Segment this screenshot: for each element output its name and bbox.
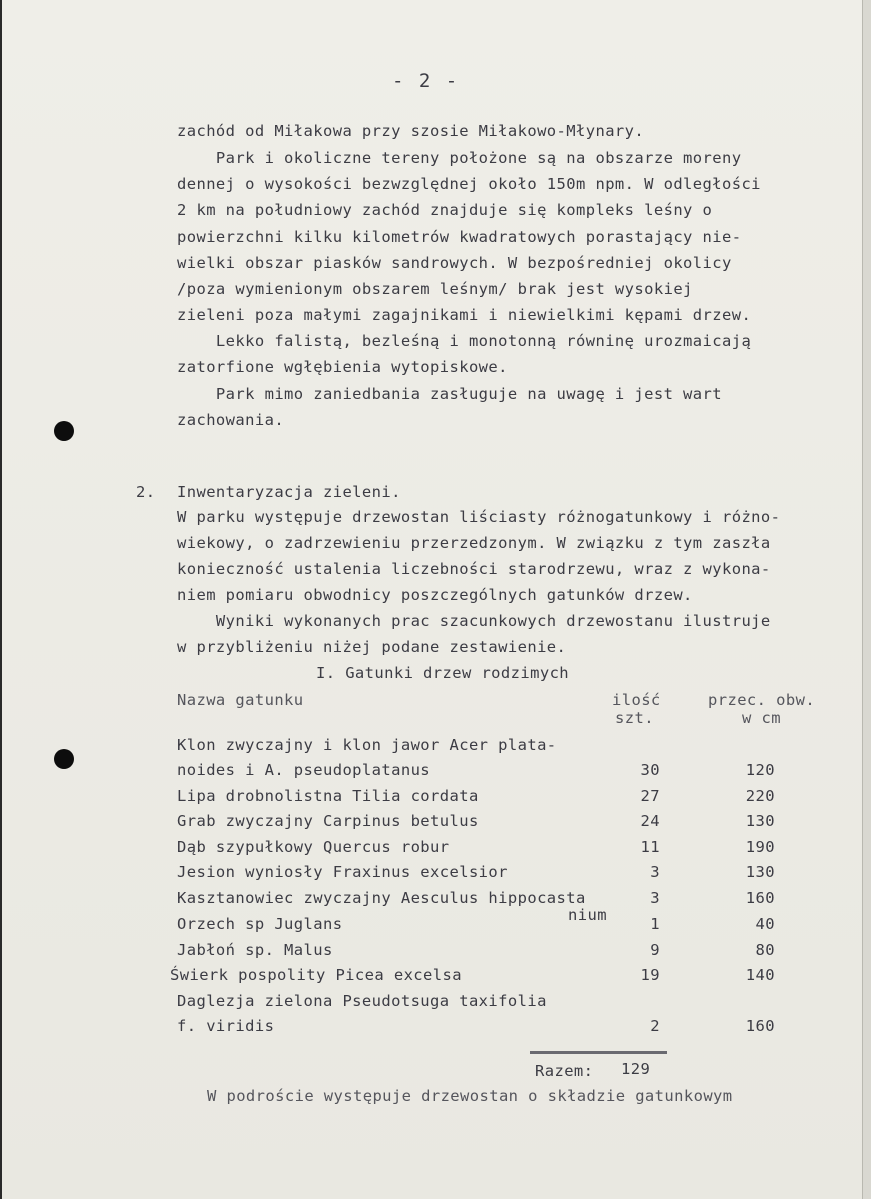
table-cell-girth: 120: [745, 761, 775, 779]
table-cell-girth: 190: [745, 838, 775, 856]
table-cell-girth: 130: [745, 812, 775, 830]
paragraph-line: Park mimo zaniedbania zasługuje na uwagę i jest wart: [177, 385, 722, 403]
total-rule: [530, 1051, 667, 1054]
table-cell-count: 9: [650, 941, 660, 959]
table-cell-count: 2: [650, 1017, 660, 1035]
table-cell-name: Świerk pospolity Picea excelsa: [170, 966, 462, 984]
paragraph-line: wielki obszar piasków sandrowych. W bezpośredniej okolicy: [177, 254, 732, 272]
punch-hole-lower: [54, 749, 74, 769]
table-cell-count: 3: [650, 889, 660, 907]
table-cell-count: 30: [640, 761, 660, 779]
total-label: Razem:: [535, 1062, 594, 1080]
column-header-count-unit: szt.: [615, 709, 654, 727]
scan-edge-left: [0, 0, 2, 1199]
column-header-girth-unit: w cm: [742, 709, 781, 727]
table-cell-name: Klon zwyczajny i klon jawor Acer plata-: [177, 736, 557, 754]
table-cell-count: 24: [640, 812, 660, 830]
paragraph-line: dennej o wysokości bezwzględnej około 150m npm. W odległości: [177, 175, 761, 193]
closing-line: W podroście występuje drzewostan o składzie gatunkowym: [207, 1087, 733, 1105]
section-line: Wyniki wykonanych prac szacunkowych drzewostanu ilustruje: [177, 612, 771, 630]
table-cell-name-continued: noides i A. pseudoplatanus: [177, 761, 431, 779]
table-cell-count: 19: [640, 966, 660, 984]
scan-edge-right: [862, 0, 871, 1199]
paragraph-line: zachód od Miłakowa przy szosie Miłakowo-Młynary.: [177, 122, 645, 140]
table-cell-count: 11: [640, 838, 660, 856]
table-cell-name: Lipa drobnolistna Tilia cordata: [177, 787, 479, 805]
column-header-name: Nazwa gatunku: [177, 691, 304, 709]
table-cell-count: 27: [640, 787, 660, 805]
section-number: 2.: [136, 483, 156, 501]
section-line: niem pomiaru obwodnicy poszczególnych gatunków drzew.: [177, 586, 693, 604]
table-cell-name: Jesion wyniosły Fraxinus excelsior: [177, 863, 508, 881]
table-cell-name: Dąb szypułkowy Quercus robur: [177, 838, 450, 856]
section-line: konieczność ustalenia liczebności starodrzewu, wraz z wykona-: [177, 560, 771, 578]
page-number: - 2 -: [392, 70, 460, 92]
paragraph-line: zatorfione wgłębienia wytopiskowe.: [177, 358, 508, 376]
table-cell-girth: 80: [755, 941, 775, 959]
table-cell-girth: 160: [745, 889, 775, 907]
section-heading: Inwentaryzacja zieleni.: [177, 483, 401, 501]
table-cell-name: Orzech sp Juglans: [177, 915, 343, 933]
total-value: 129: [621, 1060, 651, 1078]
table-cell-count: 3: [650, 863, 660, 881]
table-cell-name: Jabłoń sp. Malus: [177, 941, 333, 959]
table-cell-girth: 220: [745, 787, 775, 805]
paragraph-line: zieleni poza małymi zagajnikami i niewielkimi kępami drzew.: [177, 306, 752, 324]
table-cell-name: Grab zwyczajny Carpinus betulus: [177, 812, 479, 830]
table-cell-girth: 140: [745, 966, 775, 984]
table-cell-name-continued: f. viridis: [177, 1017, 275, 1035]
punch-hole-upper: [54, 421, 74, 441]
section-line: W parku występuje drzewostan liściasty różnogatunkowy i różno-: [177, 508, 781, 526]
table-cell-girth: 40: [755, 915, 775, 933]
table-cell-name: Kasztanowiec zwyczajny Aesculus hippocasta: [177, 889, 586, 907]
table-cell-girth: 160: [745, 1017, 775, 1035]
paragraph-line: 2 km na południowy zachód znajduje się kompleks leśny o: [177, 201, 713, 219]
paragraph-line: zachowania.: [177, 411, 285, 429]
section-line: wiekowy, o zadrzewieniu przerzedzonym. W związku z tym zaszła: [177, 534, 771, 552]
table-cell-name-suffix: nium: [568, 906, 607, 924]
table-cell-count: 1: [650, 915, 660, 933]
paragraph-line: powierzchni kilku kilometrów kwadratowych porastający nie-: [177, 228, 742, 246]
table-title: I. Gatunki drzew rodzimych: [316, 664, 570, 682]
paragraph-line: /poza wymienionym obszarem leśnym/ brak jest wysokiej: [177, 280, 693, 298]
paragraph-line: Park i okoliczne tereny położone są na obszarze moreny: [177, 149, 742, 167]
section-line: w przybliżeniu niżej podane zestawienie.: [177, 638, 567, 656]
paragraph-line: Lekko falistą, bezleśną i monotonną równinę urozmaicają: [177, 332, 752, 350]
column-header-girth: przec. obw.: [708, 691, 816, 709]
table-cell-girth: 130: [745, 863, 775, 881]
table-cell-name: Daglezja zielona Pseudotsuga taxifolia: [177, 992, 547, 1010]
column-header-count: ilość: [612, 691, 661, 709]
